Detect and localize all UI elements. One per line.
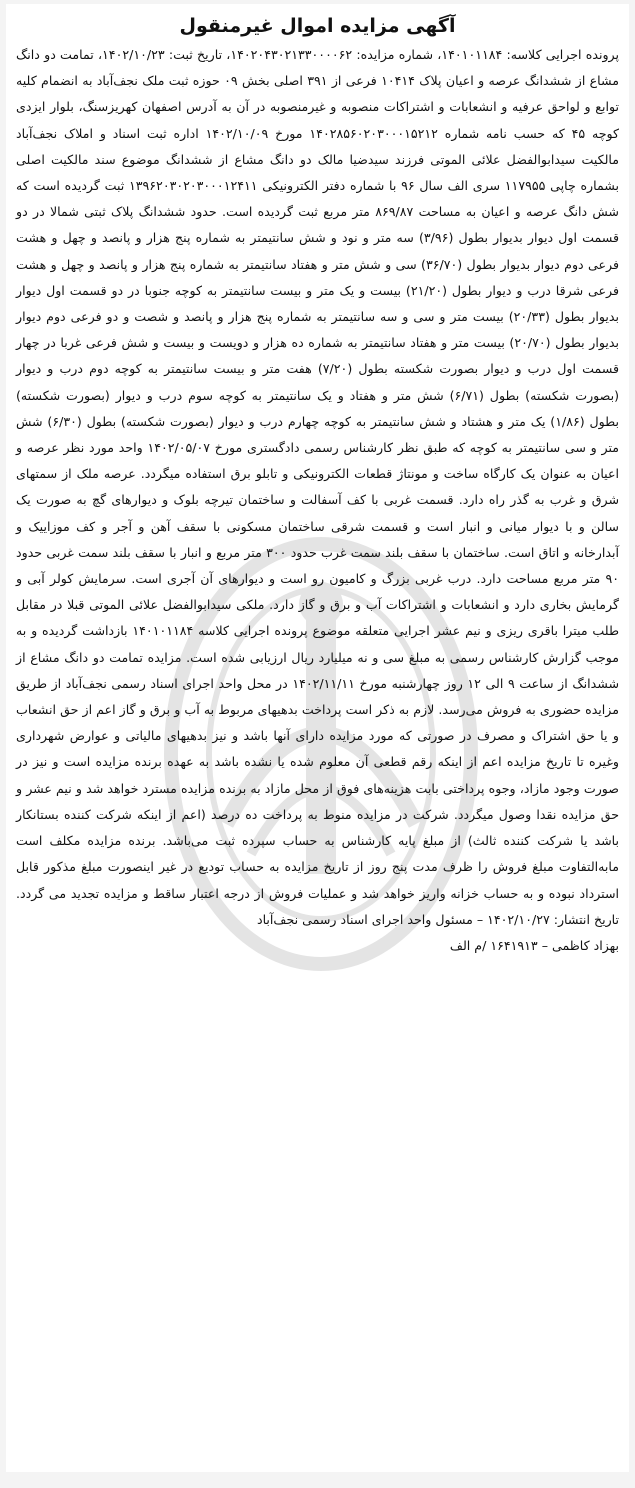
- notice-page: [6, 4, 629, 1472]
- notice-signature: بهزاد کاظمی – ۱۶۴۱۹۱۳ /م الف: [449, 937, 619, 953]
- notice-body: پرونده اجرایی کلاسه: ۱۴۰۱۰۱۱۸۴، شماره مزایده: ۱۴۰۲۰۴۳۰۲۱۳۳۰۰۰۰۶۲، تاریخ ثبت: ۱۴۰۲/۱۰/۲۳، تمامت دو دانگ مشاع از ششدانگ عرصه و اعیان پلاک ۱۰۴۱۴ فرعی از ۳۹۱ اصلی بخش ۰۹ حوزه ثبت ملک نجف‌آباد به انضمام کلیه توابع و لواحق عرفیه و انشعابات و اشتراکات منصوبه و غیرمنصوبه در آن به آدرس اصفهان کهریزسنگ، بلوار ایزدی کوچه ۴۵ که حسب نامه شماره ۱۴۰۲۸۵۶۰۲۰۳۰۰۰۱۵۲۱۲ مورخ ۱۴۰۲/۱۰/۰۹ اداره ثبت اسناد و املاک نجف‌آباد مالکیت سیدابوالفضل علائی الموتی فرزند سیدضیا مالک دو دانگ مشاع از ششدانگ موضوع سند مالکیت اصلی بشماره چاپی ۱۱۷۹۵۵ سری الف سال ۹۶ با شماره دفتر الکترونیکی ۱۳۹۶۲۰۳۰۲۰۳۰۰۰۱۲۴۱۱ ثبت گردیده است که شش دانگ عرصه و اعیان به مساحت ۸۶۹/۸۷ متر مربع ثبت گردیده است. حدود ششدانگ پلاک ثبتی شمالا در دو قسمت اول دیوار بدیوار بطول (۳/۹۶) سه متر و نود و شش سانتیمتر به شماره پنج هزار و پانصد و چهل و هشت فرعی دوم دیوار بدیوار بطول (۳۶/۷۰) سی و شش متر و هفتاد سانتیمتر به شماره پنج هزار و پانصد و چهل و هشت فرعی شرقا درب و دیوار بطول (۲۱/۲۰) بیست و یک متر و بیست سانتیمتر به کوچه جنوبا در دو قسمت اول دیوار بدیوار بطول (۲۰/۳۳) بیست متر و سی و سه سانتیمتر به شماره پنج هزار و پانصد و شصت و دو فرعی دوم دیوار بدیوار بطول (۲۰/۷۰) بیست متر و هفتاد سانتیمتر به شماره ده هزار و دویست و بیست و شش فرعی غربا در چهار قسمت اول درب و دیوار بصورت شکسته بطول (۷/۲۰) هفت متر و بیست سانتیمتر به کوچه دوم درب و دیوار (بصورت شکسته) بطول (۶/۷۱) شش متر و هفتاد و یک سانتیمتر به کوچه سوم درب و دیوار (بصورت شکسته) بطول (۱/۸۶) یک متر و هشتاد و شش سانتیمتر به کوچه چهارم درب و دیوار (بصورت شکسته) بطول (۶/۳۰) شش متر و سی سانتیمتر به کوچه که طبق نظر کارشناس رسمی دادگستری مورخ ۱۴۰۲/۰۵/۰۷ واحد مورد نظر عرصه و اعیان به عنوان یک کارگاه ساخت و مونتاژ قطعات الکترونیکی و تابلو برق استفاده میگردد. عرصه ملک از سمتهای شرق و غرب به گذر راه دارد. قسمت غربی با کف آسفالت و ساختمان تیرچه بلوک و دیوارهای گچ به صورت یک سالن و با دیوار میانی و انبار است و قسمت شرقی ساختمان مسکونی با سقف آهن و آجر و کف موزاییک و آبدارخانه و اتاق است. ساختمان با سقف بلند سمت غرب حدود ۳۰۰ متر مربع و انبار با سقف بلند سمت غربی حدود ۹۰ متر مربع مساحت دارد. درب غربی بزرگ و کامیون رو است و دیوارهای آن آجری است. سرمایش کولر آبی و گرمایش بخاری دارد و انشعابات و اشتراکات آب و برق و گاز دارد. ملکی سیدابوالفضل علائی الموتی قبلا در مقابل طلب میترا باقری ریزی و نیم عشر اجرایی متعلقه موضوع پرونده اجرایی کلاسه ۱۴۰۱۰۱۱۸۴ بازداشت گردیده و به موجب گزارش کارشناس رسمی به مبلغ سی و نه میلیارد ریال ارزیابی شده است. مزایده تمامت دو دانگ مشاع از ششدانگ از ساعت ۹ الی ۱۲ روز چهارشنبه مورخ ۱۴۰۲/۱۱/۱۱ در محل واحد اجرای اسناد رسمی نجف‌آباد از طریق مزایده حضوری به فروش می‌رسد. لازم به ذکر است پرداخت بدهیهای مربوط به آب و برق و گاز اعم از حق انشعاب و یا حق اشتراک و مصرف در صورتی که مورد مزایده دارای آنها باشد و نیز بدهیهای مالیاتی و عوارض شهرداری وغیره تا تاریخ مزایده اعم از اینکه رقم قطعی آن معلوم شده یا نشده باشد به عهده برنده مزایده است و نیز در صورت وجود مازاد، وجوه پرداختی بابت هزینه‌های فوق از محل مازاد به برنده مزایده مسترد خواهد شد و نیم عشر و حق مزایده نقدا وصول میگردد. شرکت در مزایده منوط به پرداخت ده درصد (اعم از اینکه شرکت کننده بستانکار باشد یا شرکت کننده ثالث) از مبلغ پایه کارشناس به حساب سپرده ثبت می‌باشد. برنده مزایده مکلف است مابه‌التفاوت مبلغ فروش را ظرف مدت پنج روز از تاریخ مزایده به حساب توديع در غیر اینصورت مبلغ مذکور قابل استرداد نبوده و به حساب خزانه واریز خواهد شد و عملیات فروش از درجه اعتبار ساقط و مزایده تجدید می گردد. تاریخ انتشار: ۱۴۰۲/۱۰/۲۷ – مسئول واحد اجرای اسناد رسمی نجف‌آباد: [16, 47, 620, 927]
- notice-title: آگهی مزایده اموال غیرمنقول: [179, 15, 456, 37]
